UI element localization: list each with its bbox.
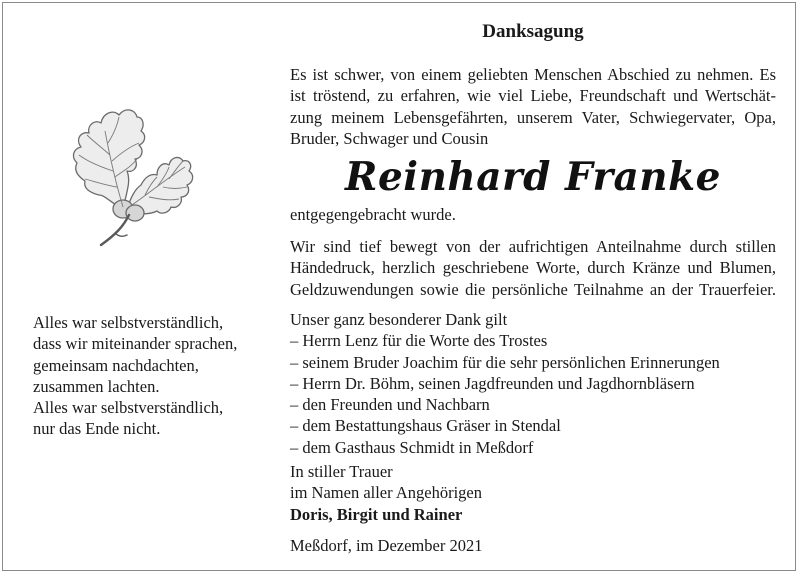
thanks-intro: Unser ganz besonderer Dank gilt [290, 310, 508, 329]
oak-leaf-icon [65, 91, 197, 257]
gratitude-paragraph [290, 236, 776, 300]
deceased-name: Reinhard Franke [345, 154, 721, 200]
poem-line: nur das Ende nicht. [33, 419, 161, 439]
thanks-item: – dem Gasthaus Schmidt in Meßdorf [290, 437, 534, 457]
intro-line: ist tröstend, zu erfahren, wie viel Liebe, Freundschaft und Wertschät- [290, 86, 776, 106]
thanks-item: – Herrn Dr. Böhm, seinen Jagdfreunden und Jagdhornbläsern [290, 373, 695, 393]
thanks-list [290, 309, 720, 458]
gratitude-line: Wir sind tief bewegt von der aufrichtigen Anteilnahme durch stillen [290, 237, 776, 256]
poem-line: dass wir miteinander sprachen, [33, 334, 238, 354]
intro-paragraph [290, 64, 776, 149]
poem [33, 312, 263, 440]
thanks-item: – den Freunden und Nachbarn [290, 395, 490, 415]
gratitude-line: Händedruck, herzlich geschriebene Worte, durch Kränze und Blumen, [290, 258, 776, 278]
obituary-notice [2, 2, 796, 571]
closing [290, 461, 482, 525]
closing-line: im Namen aller Angehörigen [290, 483, 482, 503]
intro-line: Es ist schwer, von einem geliebten Menschen Abschied zu nehmen. Es [290, 65, 776, 84]
place-date: Meßdorf, im Dezember 2021 [290, 536, 483, 555]
notice-title: Danksagung [482, 21, 584, 42]
thanks-item: – seinem Bruder Joachim für die sehr persönlichen Erinnerungen [290, 352, 720, 372]
intro-line: zung meinem Lebensgefährten, unserem Vater, Schwiegervater, Opa, [290, 107, 776, 127]
closing-line: In stiller Trauer [290, 462, 393, 481]
gratitude-line: Geldzuwendungen sowie die persönliche Teilnahme an der Trauerfeier. [290, 279, 776, 299]
signers: Doris, Birgit und Rainer [290, 504, 463, 524]
poem-line: Alles war selbstverständlich, [33, 398, 224, 418]
intro-line: Bruder, Schwager und Cousin [290, 128, 489, 148]
poem-line: gemeinsam nachdachten, [33, 355, 199, 375]
poem-line: zusammen lachten. [33, 376, 160, 396]
after-name-text: entgegengebracht wurde. [290, 205, 456, 224]
thanks-item: – Herrn Lenz für die Worte des Trostes [290, 331, 548, 351]
thanks-item: – dem Bestattungshaus Gräser in Stendal [290, 416, 561, 436]
poem-line: Alles war selbstverständlich, [33, 313, 224, 332]
